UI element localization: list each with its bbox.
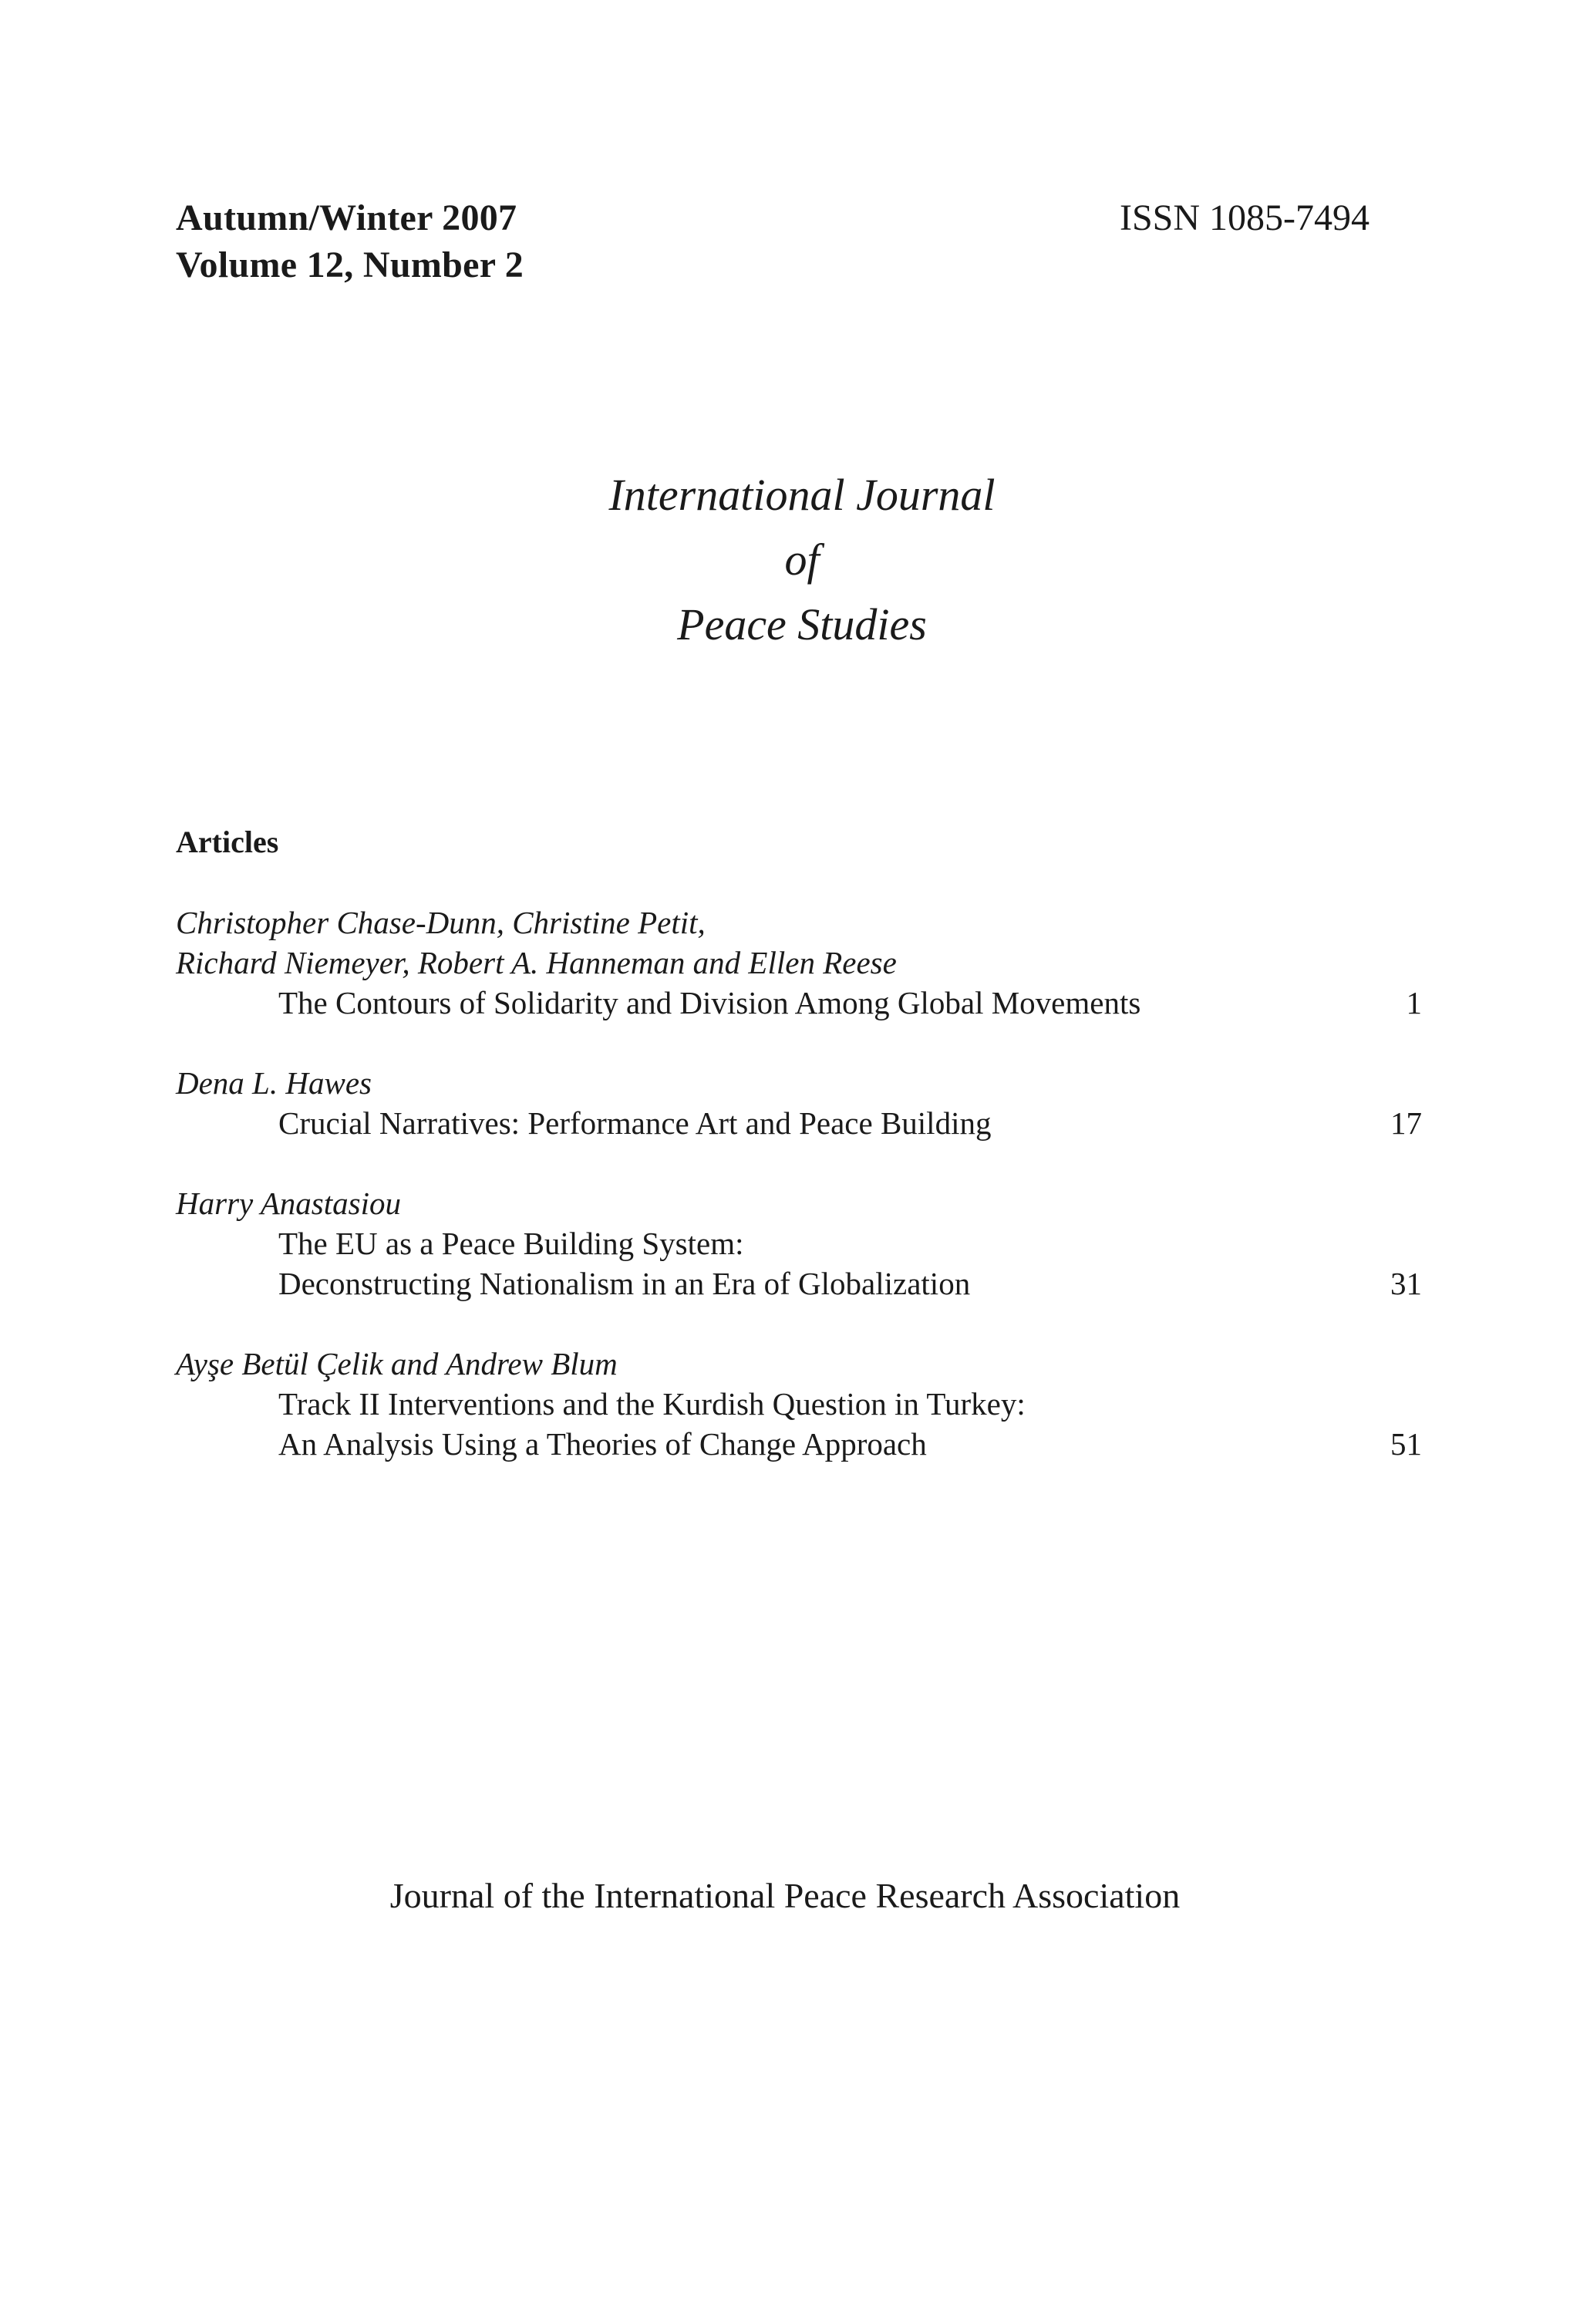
- article-1-page: 1: [1406, 985, 1422, 1020]
- article-4-title-line-1: Track II Interventions and the Kurdish Question in Turkey:: [278, 1386, 1026, 1422]
- article-1-authors-line-1: Christopher Chase-Dunn, Christine Petit,: [176, 905, 706, 940]
- article-4-authors: Ayşe Betül Çelik and Andrew Blum: [176, 1346, 618, 1381]
- article-3-title-line-2: Deconstructing Nationalism in an Era of Globalization: [278, 1266, 971, 1301]
- article-3-title-line-1: The EU as a Peace Building System:: [278, 1226, 744, 1261]
- article-2-authors: Dena L. Hawes: [176, 1065, 372, 1101]
- article-2-page: 17: [1390, 1105, 1422, 1141]
- article-3-page: 31: [1390, 1266, 1422, 1301]
- article-4-page: 51: [1390, 1426, 1422, 1462]
- issue-volume: Volume 12, Number 2: [176, 245, 524, 285]
- articles-heading: Articles: [176, 825, 279, 859]
- journal-title-line-1: International Journal: [608, 470, 996, 520]
- issn: ISSN 1085-7494: [1120, 197, 1370, 238]
- publisher-footer: Journal of the International Peace Research Association: [389, 1876, 1181, 1915]
- journal-title-line-2: of: [784, 535, 820, 585]
- article-1-authors-line-2: Richard Niemeyer, Robert A. Hanneman and Ellen Reese: [176, 945, 897, 980]
- article-4-title-line-2: An Analysis Using a Theories of Change Approach: [278, 1426, 927, 1462]
- journal-title-line-3: Peace Studies: [677, 599, 927, 649]
- article-2-title: Crucial Narratives: Performance Art and Peace Building: [278, 1105, 992, 1141]
- article-3-authors: Harry Anastasiou: [176, 1186, 401, 1221]
- article-1-title: The Contours of Solidarity and Division Among Global Movements: [278, 985, 1141, 1020]
- journal-title: [424, 463, 1180, 657]
- issue-season: Autumn/Winter 2007: [176, 197, 517, 238]
